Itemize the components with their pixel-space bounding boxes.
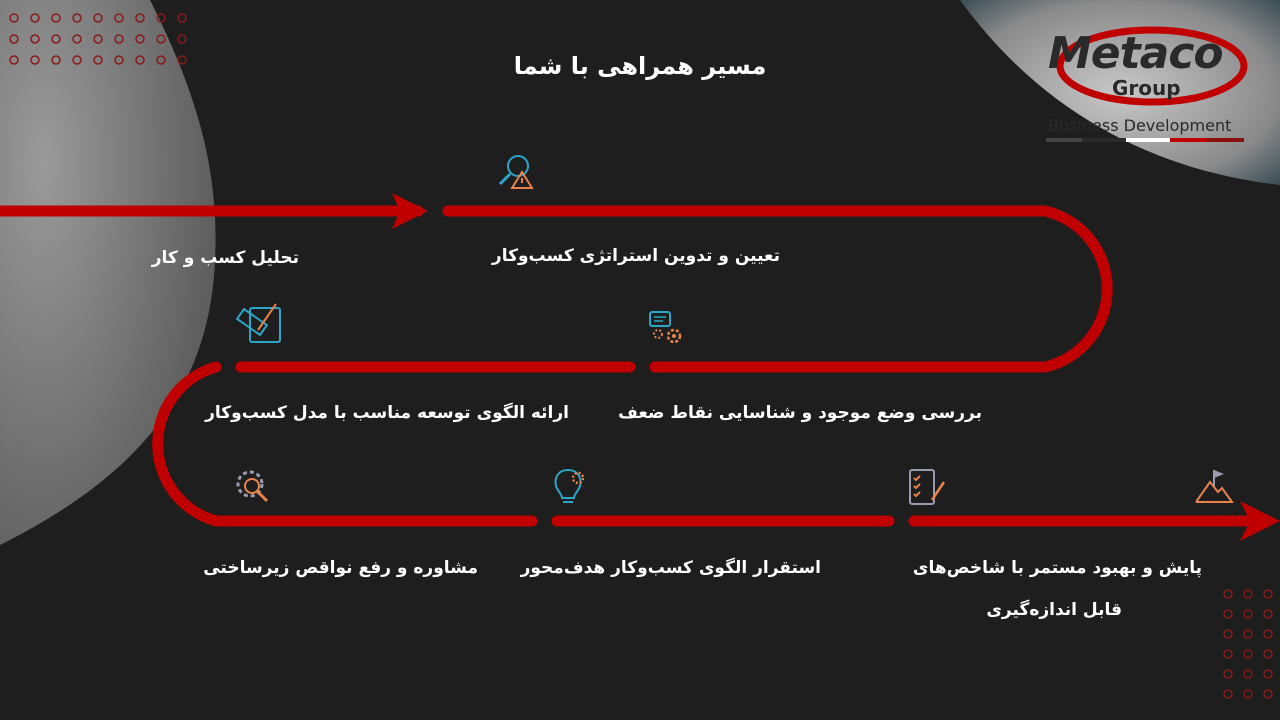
metaco-logo xyxy=(1040,20,1270,150)
search-warning-icon xyxy=(496,150,536,190)
step-infrastructure-consulting: مشاوره و رفع نواقص زیرساختی xyxy=(203,558,478,578)
step-continuous-monitoring: پایش و بهبود مستمر با شاخص‌های xyxy=(912,558,1202,578)
logo-wordmark: Metaco xyxy=(1048,28,1223,79)
step-goal-oriented-model: استقرار الگوی کسب‌وکار هدف‌محور xyxy=(520,558,821,578)
checklist-pen-icon xyxy=(906,466,946,508)
page-title: مسیر همراهی با شما xyxy=(513,52,767,80)
step-current-state-review: بررسی وضع موجود و شناسایی نقاط ضعف xyxy=(618,403,982,423)
logo-tagline: Business Development xyxy=(1048,116,1232,135)
lightbulb-gear-icon xyxy=(548,466,588,508)
step-strategy-definition: تعیین و تدوین استراتژی کسب‌وکار xyxy=(491,246,780,266)
mountain-flag-icon xyxy=(1194,466,1234,506)
step-development-pattern: ارائه الگوی توسعه مناسب با مدل کسب‌وکار xyxy=(205,403,569,423)
ruler-pencil-icon xyxy=(236,300,284,346)
logo-group-text: Group xyxy=(1112,76,1181,100)
chat-gear-icon xyxy=(648,310,686,348)
gear-magnifier-icon xyxy=(234,468,274,508)
step-business-analysis: تحلیل کسب و کار xyxy=(151,248,299,268)
step-continuous-monitoring-line2: قابل اندازه‌گیری xyxy=(986,600,1122,620)
